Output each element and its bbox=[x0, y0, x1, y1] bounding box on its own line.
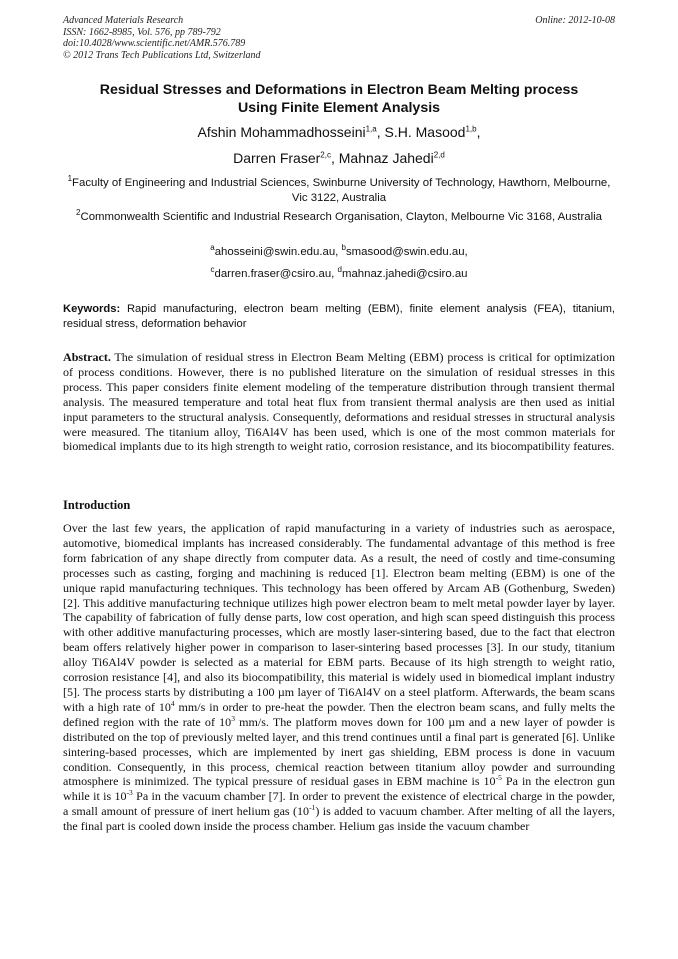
author-name: Darren Fraser bbox=[233, 150, 321, 166]
author-name: Mahnaz Jahedi bbox=[338, 150, 434, 166]
affiliation-1 bbox=[63, 176, 615, 205]
email-sup: c bbox=[210, 265, 215, 275]
journal-doi: doi:10.4028/www.scientific.net/AMR.576.789 bbox=[63, 38, 246, 49]
email-sup: d bbox=[337, 265, 342, 275]
author-sup: 2,c bbox=[320, 150, 331, 160]
email-sup: b bbox=[341, 243, 346, 253]
email-link[interactable]: smasood@swin.edu.au, bbox=[345, 246, 468, 258]
keywords-text: Rapid manufacturing, electron beam melting (EBM), finite element analysis (FEA), titanium, residual stress, deformation behavior bbox=[63, 303, 615, 330]
abstract-label: Abstract. bbox=[63, 350, 111, 364]
authors-line-1 bbox=[50, 124, 628, 140]
intro-part: Pa in the vacuum chamber [7]. In order to prevent the existence of electrical charge in the powder, a small amount of pressure of inert helium gas (10 bbox=[63, 789, 615, 819]
author-sup: 1,a bbox=[365, 124, 377, 134]
email-link[interactable]: ahosseini@swin.edu.au, bbox=[214, 246, 339, 258]
paper-title bbox=[50, 82, 628, 117]
abstract-text: The simulation of residual stress in Electron Beam Melting (EBM) process is critical for optimization of process conditions. However, there is no published literature on the simulation of residual stresses in this process. This paper considers finite element modeling of the temperature distribution through transient thermal analysis. The measured temperature and total heat flux from transient thermal analysis are then used as initial input parameters to the structural analysis. Consequently, deformations and residual stresses in structural analysis were measured. The titanium alloy, Ti6Al4V has been used, which is one of the most common materials for biomedical implants due to its high strength to weight ratio, corrosion resistance, and its biocompatibility features. bbox=[63, 350, 615, 454]
affiliation-2 bbox=[63, 210, 615, 225]
intro-sup: -3 bbox=[126, 788, 133, 798]
intro-sup: -1 bbox=[309, 803, 316, 813]
title-line-2: Using Finite Element Analysis bbox=[237, 99, 441, 116]
introduction-text bbox=[63, 521, 615, 834]
email-link[interactable]: darren.fraser@csiro.au, bbox=[214, 268, 335, 280]
journal-issn: ISSN: 1662-8985, Vol. 576, pp 789-792 bbox=[63, 26, 221, 38]
keywords-label: Keywords: bbox=[63, 303, 121, 315]
intro-part: mm/s in order to pre-heat the powder. Then the electron beam scans, and fully melts the defined region with the rate of 10 bbox=[63, 699, 615, 729]
author-separator: , bbox=[330, 150, 339, 166]
author-sup: 2,d bbox=[433, 150, 445, 160]
intro-sup: -5 bbox=[495, 773, 502, 783]
intro-part: mm/s. The platform moves down for 100 µm and a new layer of powder is distributed on the top of previously melted layer, and this trend continues until a final part is generated [6]. Unlike sintering-based processes, which are implemented by inert gas shielding, EBM process is done in vacuum condition. Consequently, in this process, chemical reaction between titanium alloy powder and surrounding atmosphere is minimized. The typical pressure of residual gases in EBM machine is 10 bbox=[63, 714, 615, 789]
affiliation-text: Faculty of Engineering and Industrial Sciences, Swinburne University of Technology, Hawthorn, Melbourne, Vic 3122, Australia bbox=[72, 177, 611, 204]
intro-sup: 4 bbox=[170, 698, 175, 708]
introduction-heading: Introduction bbox=[63, 498, 131, 512]
online-date: Online: 2012-10-08 bbox=[535, 15, 615, 26]
journal-copyright: © 2012 Trans Tech Publications Ltd, Switzerland bbox=[63, 49, 261, 61]
intro-sup: 3 bbox=[231, 713, 235, 723]
author-separator: , bbox=[476, 124, 481, 140]
journal-header bbox=[63, 15, 261, 61]
intro-part: Pa in the electron gun while it is 10 bbox=[63, 774, 616, 804]
emails-line-1 bbox=[63, 245, 615, 259]
emails-line-2 bbox=[63, 267, 615, 281]
author-name: Afshin Mohammadhosseini bbox=[197, 124, 366, 140]
affiliation-text: Commonwealth Scientific and Industrial Research Organisation, Clayton, Melbourne Vic 3168, Australia bbox=[80, 211, 602, 223]
abstract bbox=[63, 350, 615, 454]
title-line-1: Residual Stresses and Deformations in Electron Beam Melting process bbox=[99, 82, 579, 98]
journal-name: Advanced Materials Research bbox=[63, 15, 184, 26]
author-name: S.H. Masood bbox=[384, 124, 466, 140]
author-separator: , bbox=[376, 124, 385, 140]
email-sup: a bbox=[210, 243, 215, 253]
author-sup: 1,b bbox=[465, 124, 477, 134]
authors-line-2 bbox=[50, 150, 628, 166]
intro-part: ) is added to vacuum chamber. After melting of all the layers, the final part is cooled down inside the process chamber. Helium gas inside the vacuum chamber bbox=[63, 804, 615, 834]
affiliation-sup: 2 bbox=[76, 208, 81, 218]
intro-part: Over the last few years, the application of rapid manufacturing in a variety of industries such as aerospace, automotive, biomedical implants has increased considerably. The fundamental advantage of this method is free form fabrication of any shape directly from computer data. As a result, the need of costly and time-consuming processes such as casting, forging and machining is reduced [1]. Electron beam melting (EBM) is one of the unique rapid manufacturing techniques. This technology has been offered by Arcam AB (Gothenburg, Sweden) [2]. This additive manufacturing technique utilizes high power electron beam to melt metal powder layer by layer. The capability of fabrication of fully dense parts, low cost operation, and high scan speed distinguish this process with other additive manufacturing processes, which are mostly laser-sintering based, due to the fact that electron beam offers relatively higher power in comparison to laser-sintering based processes [3]. In our study, titanium alloy Ti6Al4V powder is selected as a material for EBM parts. Because of its high strength to weight ratio, corrosion resistance [4], and also its biocompatibility, this material is widely used in biomedical implant industry [5]. The process starts by distributing a 100 µm layer of Ti6Al4V on a steel platform. Afterwards, the beam scans with a high rate of 10 bbox=[63, 521, 615, 714]
email-link[interactable]: mahnaz.jahedi@csiro.au bbox=[341, 268, 468, 280]
keywords bbox=[63, 302, 615, 331]
affiliation-sup: 1 bbox=[67, 174, 73, 184]
